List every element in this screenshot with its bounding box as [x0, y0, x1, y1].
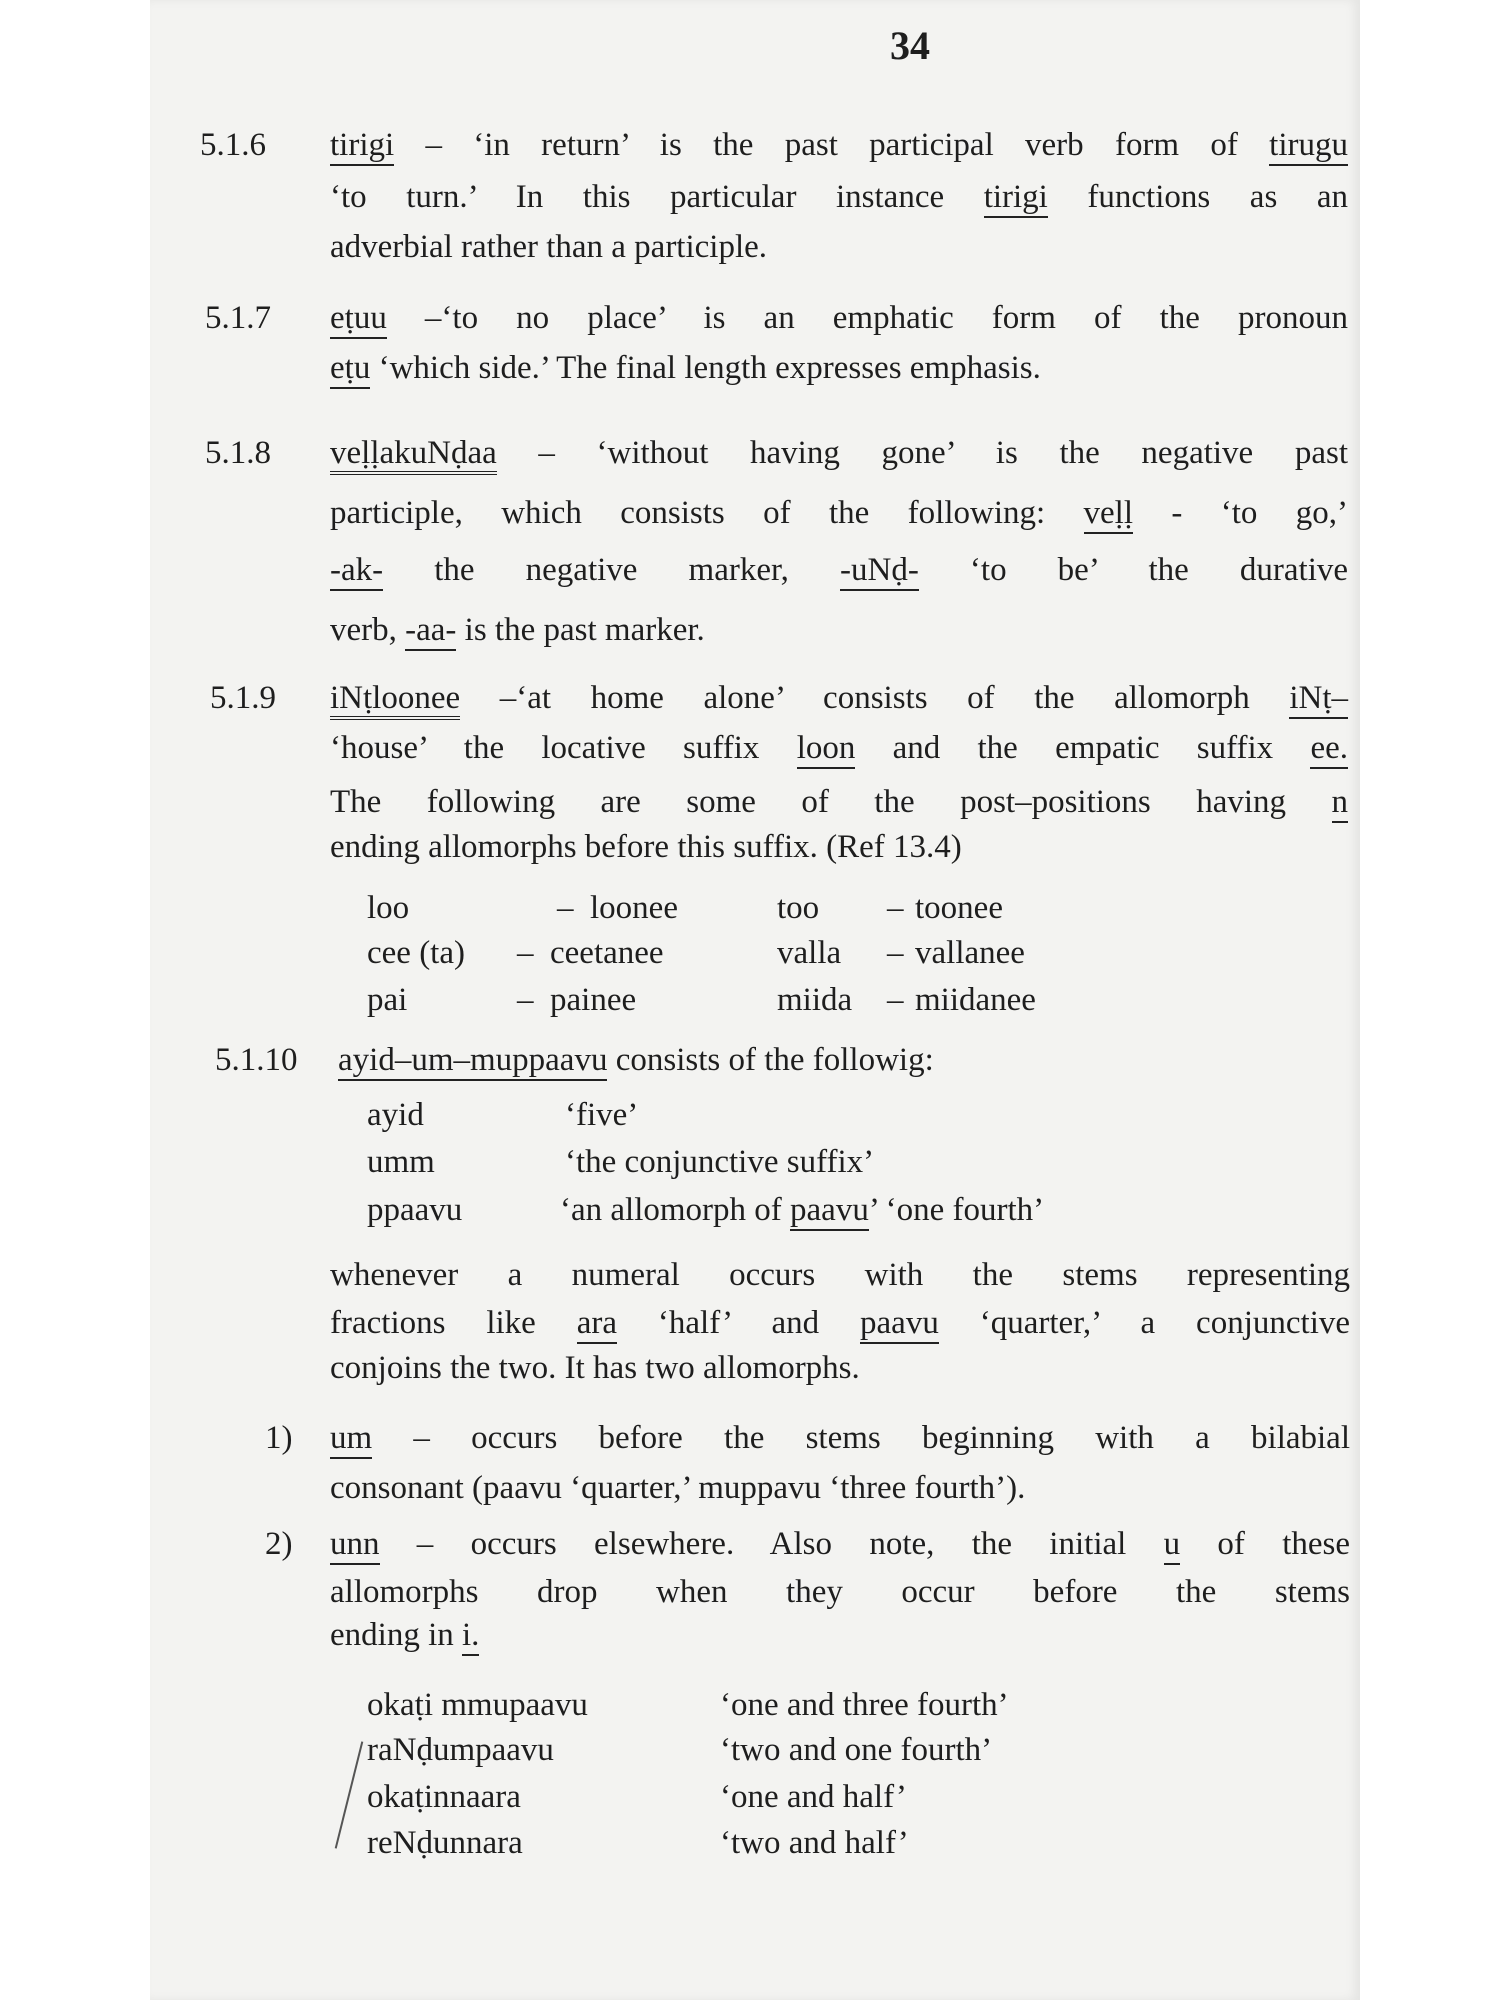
- morpheme-gloss: ‘the conjunctive suffix’: [565, 1144, 875, 1180]
- s5110-heading: [338, 1040, 934, 1080]
- rule-1-line2: consonant (paavu ‘quarter,’ muppavu ‘three fourth’).: [330, 1470, 1026, 1506]
- table-dash: –: [517, 935, 534, 971]
- term-paavu-2: paavu: [860, 1305, 939, 1344]
- rule-text: of these: [1180, 1526, 1351, 1562]
- s518-line1-text: – ‘without having gone’ is the negative past: [496, 435, 1348, 471]
- rule-number: 1): [265, 1420, 293, 1456]
- s519-line2-text2: and the empatic suffix: [855, 730, 1311, 766]
- table-dash: –: [557, 890, 574, 926]
- s5110-heading-text: consists of the followig:: [607, 1042, 934, 1078]
- term-vellakundaa: veḷḷakuNḍaa: [330, 435, 497, 475]
- term-u: u: [1164, 1526, 1181, 1565]
- s519-line1-text: –‘at home alone’ consists of the allomorph: [460, 680, 1290, 716]
- s518-line1: [330, 433, 1348, 473]
- term-tirigi-2: tirigi: [984, 179, 1048, 218]
- term-ak: -ak-: [330, 552, 383, 591]
- term-unn: unn: [330, 1526, 380, 1565]
- s516-line1: [330, 125, 1348, 165]
- gloss-text: ’ ‘one fourth’: [868, 1192, 1045, 1228]
- s517-line1-text: –‘to no place’ is an emphatic form of the pronoun: [386, 300, 1348, 336]
- example-form: okaṭinnaara: [367, 1779, 521, 1815]
- morpheme-gloss: ‘five’: [565, 1097, 639, 1133]
- term-aa: -aa-: [405, 612, 456, 651]
- page-number: 34: [890, 23, 930, 68]
- morpheme-gloss: [560, 1190, 1044, 1230]
- term-etu: eṭu: [330, 350, 370, 389]
- s518-line2-text: participle, which consists of the following:: [330, 495, 1084, 531]
- term-intloonee: iNṭloonee: [330, 680, 460, 720]
- rule-text: – occurs elsewhere. Also note, the initial: [379, 1526, 1164, 1562]
- s517-line1: [330, 298, 1348, 338]
- term-und: -uNḍ-: [840, 552, 919, 591]
- s519-line2: [330, 728, 1348, 768]
- table-dash: –: [887, 982, 904, 1018]
- table-cell: too: [777, 890, 820, 926]
- table-dash: –: [887, 890, 904, 926]
- rule-text: ending in: [330, 1617, 462, 1653]
- pencil-mark: [335, 1741, 364, 1848]
- s518-line3-text2: ‘to be’ the durative: [918, 552, 1349, 588]
- s518-line3-text: the negative marker,: [383, 552, 841, 588]
- s5110-para-line2: [330, 1303, 1350, 1343]
- term-ee: ee.: [1310, 730, 1348, 769]
- term-tirigi: tirigi: [330, 127, 394, 166]
- table-cell: loo: [367, 890, 410, 926]
- term-int: iNṭ–: [1289, 680, 1348, 719]
- table-cell: valla: [777, 935, 842, 971]
- rule-number: 2): [265, 1526, 293, 1562]
- s516-line2-text: ‘to turn.’ In this particular instance: [330, 179, 984, 215]
- s518-line4-text2: is the past marker.: [456, 612, 705, 648]
- term-vell: veḷḷ: [1084, 495, 1133, 534]
- section-number-5-1-8: 5.1.8: [205, 435, 271, 471]
- s518-line4: [330, 610, 705, 650]
- term-loon: loon: [797, 730, 856, 769]
- table-dash: –: [517, 982, 534, 1018]
- table-cell: painee: [550, 982, 637, 1018]
- rule-1-line1: [330, 1418, 1350, 1458]
- rule-2-line1: [330, 1524, 1350, 1564]
- s517-line2-text: ‘which side.’ The final length expresses emphasis.: [370, 350, 1041, 386]
- term-i: i.: [462, 1617, 479, 1656]
- s518-line4-text: verb,: [330, 612, 406, 648]
- term-paavu: paavu: [790, 1192, 869, 1231]
- table-cell: cee (ta): [367, 935, 465, 971]
- book-page: [150, 0, 1360, 2000]
- s516-line3: adverbial rather than a participle.: [330, 229, 768, 265]
- table-cell: toonee: [915, 890, 1003, 926]
- morpheme-form: umm: [367, 1144, 435, 1180]
- rule-2-line3: [330, 1615, 479, 1655]
- s516-line1-text: – ‘in return’ is the past participal verb form of: [394, 127, 1270, 163]
- para-text: ‘half’ and: [617, 1305, 861, 1341]
- s519-line1: [330, 678, 1348, 718]
- example-gloss: ‘two and one fourth’: [720, 1732, 993, 1768]
- table-cell: miidanee: [915, 982, 1036, 1018]
- term-ayid-um-muppaavu: ayid–um–muppaavu: [338, 1042, 607, 1081]
- example-form: okaṭi mmupaavu: [367, 1687, 588, 1723]
- term-tirugu: tirugu: [1269, 127, 1348, 166]
- s517-line2: [330, 348, 1041, 388]
- s516-line2: [330, 177, 1348, 217]
- s5110-para-line1: whenever a numeral occurs with the stems representing: [330, 1257, 1350, 1293]
- s5110-para-line3: conjoins the two. It has two allomorphs.: [330, 1350, 860, 1386]
- rule-text: – occurs before the stems beginning with a bilabial: [372, 1420, 1350, 1456]
- table-cell: vallanee: [915, 935, 1025, 971]
- section-number-5-1-7: 5.1.7: [205, 300, 271, 336]
- s516-line2-text2: functions as an: [1047, 179, 1348, 215]
- s518-line2: [330, 493, 1348, 533]
- table-cell: ceetanee: [550, 935, 664, 971]
- table-cell: miida: [777, 982, 853, 1018]
- term-etuu: eṭuu: [330, 300, 387, 339]
- s519-line3-text: The following are some of the post–positions having: [330, 784, 1332, 820]
- table-dash: –: [887, 935, 904, 971]
- para-text: ‘quarter,’ a conjunctive: [938, 1305, 1351, 1341]
- rule-2-line2: allomorphs drop when they occur before the stems: [330, 1574, 1350, 1610]
- s519-line4: ending allomorphs before this suffix. (Ref 13.4): [330, 829, 962, 865]
- s519-line2-text: ‘house’ the locative suffix: [330, 730, 797, 766]
- morpheme-form: ayid: [367, 1097, 424, 1133]
- section-number-5-1-6: 5.1.6: [200, 127, 266, 163]
- s518-line3: [330, 550, 1348, 590]
- table-cell: pai: [367, 982, 408, 1018]
- s518-line2-text2: - ‘to go,’: [1133, 495, 1349, 531]
- example-gloss: ‘one and half’: [720, 1779, 907, 1815]
- example-gloss: ‘one and three fourth’: [720, 1687, 1009, 1723]
- term-um: um: [330, 1420, 372, 1459]
- example-form: reNḍunnara: [367, 1825, 523, 1861]
- example-form: raNḍumpaavu: [367, 1732, 554, 1768]
- morpheme-form: ppaavu: [367, 1192, 463, 1228]
- gloss-text: ‘an allomorph of: [560, 1192, 791, 1228]
- term-n: n: [1332, 784, 1349, 823]
- s519-line3: [330, 782, 1348, 822]
- para-text: fractions like: [330, 1305, 577, 1341]
- table-cell: loonee: [590, 890, 678, 926]
- section-number-5-1-9: 5.1.9: [210, 680, 276, 716]
- example-gloss: ‘two and half’: [720, 1825, 909, 1861]
- term-ara: ara: [577, 1305, 617, 1344]
- section-number-5-1-10: 5.1.10: [215, 1042, 298, 1078]
